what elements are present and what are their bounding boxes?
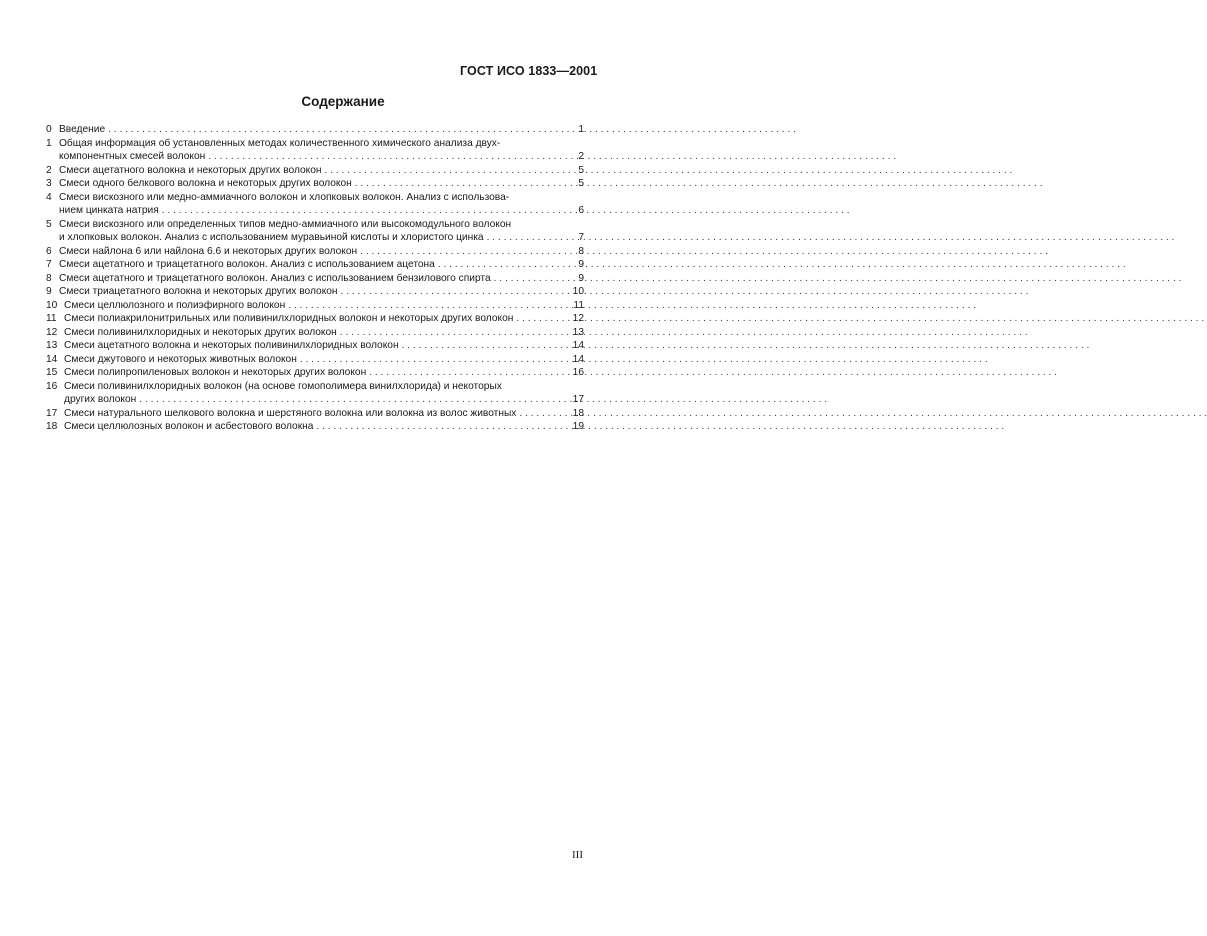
toc-entry-text: Смеси ацетатного и триацетатного волокон. Анализ с использованием ацетона [59,259,435,270]
dot-leader [516,312,569,326]
toc-entry-text: Смеси джутового и некоторых животных волокон [64,353,297,365]
toc-entry-number: 8 [46,272,52,284]
dot-leader [316,420,569,434]
toc-entry [46,339,584,353]
dot-leader [288,299,570,313]
toc-entry-page: 11 [573,299,584,311]
toc-entry-number: 1 [46,137,52,149]
toc-entry-text: других волокон [64,394,137,405]
toc-entry-number: 2 [46,164,52,176]
toc-entry-page: 5 [578,164,584,176]
toc-entry [46,407,584,421]
toc-entry-text: Введение [59,124,106,135]
dot-leader [300,353,570,367]
toc-entry-number: 11 [46,313,57,324]
toc-entry-text: нием цинката натрия [59,205,159,216]
toc-entry-text: Смеси полипропиленовых волокон и некоторых других волокон [64,367,367,378]
toc-entry [46,366,584,380]
toc-entry-number: 18 [46,421,58,432]
dot-leader [162,204,576,218]
toc-entry-text: Смеси поливинилхлоридных и некоторых других волокон [64,326,337,338]
toc-entry [46,191,584,218]
toc-entry-page: 2 [578,151,584,162]
toc-entry-number: 4 [46,191,52,203]
dot-leader [208,150,575,164]
dot-leader [519,407,569,421]
dot-leader [494,272,576,286]
toc-entry-number: 16 [46,380,58,392]
toc-entry-text: Смеси ацетатного волокна и некоторых поливинилхлоридных волокон [64,340,399,351]
toc-entry-text: Смеси целлюлозного и полиэфирного волокон [64,299,286,311]
toc-entry-page: 13 [572,326,584,338]
toc-entry-text: Смеси ацетатного волокна и некоторых других волокон [59,164,322,176]
dot-leader [341,285,570,299]
dot-leader [487,231,576,245]
toc-entry-number: 14 [46,353,58,365]
toc-entry-page: 16 [572,367,584,378]
toc-entry [46,272,584,286]
toc-entry-text: Смеси вискозного или определенных типов медно-аммиачного или высокомодульного волокон [59,218,512,230]
dot-leader [325,164,576,178]
toc-entry-number: 15 [46,367,58,378]
toc-entry-number: 3 [46,178,52,189]
toc-entry-page: 14 [572,353,584,365]
dot-leader [360,245,575,259]
toc-entry-text: Общая информация об установленных методах количественного химического анализа двух- [59,137,501,149]
dot-leader [108,123,575,137]
toc-entry-page: 6 [578,205,584,216]
toc-entry [46,353,584,367]
toc-entry-number: 13 [46,340,58,351]
toc-entry [46,123,584,137]
toc-entry-text: Смеси найлона 6 или найлона 6.6 и некоторых других волокон [59,245,358,257]
toc-entry [46,164,584,178]
toc-entry-text: Смеси целлюлозных волокон и асбестового волокна [64,421,314,432]
toc-entry [46,420,584,434]
toc-entry [46,326,584,340]
toc-entry-text: Смеси триацетатного волокна и некоторых других волокон [59,286,338,297]
toc-entry-text: и хлопковых волокон. Анализ с использованием муравьиной кислоты и хлористого цинка [59,232,484,243]
dot-leader [355,177,576,191]
toc-entry-page: 18 [572,407,584,419]
toc-entry-page: 14 [572,340,584,351]
toc-entry-page: 8 [578,245,584,257]
toc-entry-page: 7 [578,232,584,243]
toc-entry-page: 12 [572,313,584,324]
toc-entry-number: 5 [46,218,52,230]
dot-leader [402,339,570,353]
toc-entry-page: 10 [572,286,584,297]
page-folio: III [572,849,583,861]
table-of-contents [46,123,584,434]
toc-entry-text: Смеси натурального шелкового волокна и шерстяного волокна или волокна из волос животных [64,407,517,419]
toc-entry-number: 10 [46,299,58,311]
toc-entry [46,380,584,407]
toc-entry [46,299,584,313]
toc-entry [46,177,584,191]
toc-entry-number: 9 [46,286,52,297]
toc-entry [46,245,584,259]
toc-entry-page: 9 [578,259,584,270]
toc-entry-number: 7 [46,259,52,270]
toc-entry [46,137,584,164]
page-title: Содержание [301,94,385,109]
toc-entry [46,258,584,272]
toc-entry-page: 1 [578,124,584,135]
standard-code: ГОСТ ИСО 1833—2001 [460,64,598,78]
toc-entry-text: Смеси поливинилхлоридных волокон (на основе гомополимера винилхлорида) и некоторых [64,380,502,392]
toc-entry-text: Смеси ацетатного и триацетатного волокон. Анализ с использованием бензилового спирта [59,272,491,284]
toc-entry-page: 9 [578,272,584,284]
toc-entry-text: Смеси одного белкового волокна и некоторых других волокон [59,178,352,189]
toc-entry-text: компонентных смесей волокон [59,151,206,162]
toc-entry [46,285,584,299]
toc-entry-text: Смеси вискозного или медно-аммиачного волокон и хлопковых волокон. Анализ с использова- [59,191,510,203]
toc-entry-number: 12 [46,326,58,338]
toc-entry [46,218,584,245]
dot-leader [438,258,575,272]
toc-entry-number: 6 [46,245,52,257]
toc-entry-number: 0 [46,124,52,135]
toc-entry-number: 17 [46,407,58,419]
dot-leader [369,366,569,380]
toc-entry [46,312,584,326]
toc-entry-page: 5 [578,178,584,189]
toc-entry-page: 17 [572,394,584,405]
dot-leader [340,326,570,340]
dot-leader [139,393,569,407]
toc-entry-page: 19 [572,421,584,432]
toc-entry-text: Смеси полиакрилонитрильных или поливинилхлоридных волокон и некоторых других волокон [64,313,514,324]
